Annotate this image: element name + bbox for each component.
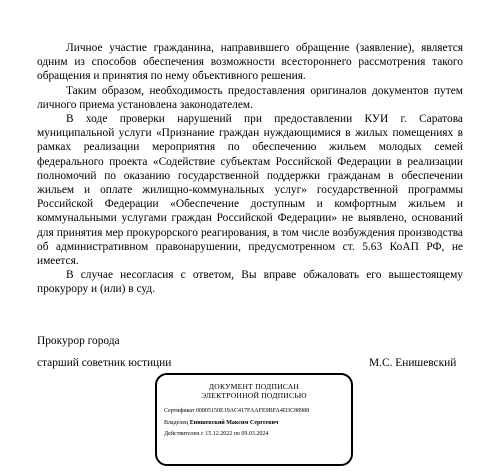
signatory-rank: старший советник юстиции	[37, 357, 172, 369]
signatory-name: М.С. Енишевский	[369, 357, 457, 369]
stamp-validity-row	[164, 431, 268, 438]
stamp-owner-row	[164, 420, 278, 427]
stamp-validity-label: Действителен	[164, 431, 200, 437]
stamp-certificate-value: 00805150E19AC417FAAFE9BFA4D3C88988	[196, 408, 310, 414]
stamp-heading-line1: ДОКУМЕНТ ПОДПИСАН	[208, 382, 300, 391]
stamp-owner-value: Енишевский Максим Сергеевич	[189, 420, 279, 426]
signatory-title: Прокурор города	[37, 335, 120, 347]
stamp-certificate-label: Сертификат	[164, 408, 195, 414]
stamp-heading-line2: ЭЛЕКТРОННОЙ ПОДПИСЬЮ	[201, 391, 307, 400]
letter-body	[37, 41, 463, 297]
paragraph-appeal-right: В случае несогласия с ответом, Вы вправе обжаловать его вышестоящему прокурору и (или) в суд.	[37, 269, 463, 296]
stamp-validity-value: с 15.12.2022 по 09.03.2024	[201, 431, 269, 437]
electronic-signature-stamp	[155, 373, 353, 466]
paragraph-inspection-result: В ходе проверки нарушений при предоставлении КУИ г. Саратова муниципальной услуги «Признание граждан нуждающимися в жилых помещениях в рамках реализации мероприятия по обеспечению жильем молодых семей федерального проекта «Содействие субъектам Российской Федерации в реализации полномочий по оказанию государственной поддержки гражданам в обеспечении жильем и оплате жилищно-коммунальных услуг» государственной программы Российской Федерации «Обеспечение доступным и комфортным жильем и коммунальными услугами граждан Российской Федерации» не выявлено, оснований для принятия мер прокурорского реагирования, в том числе возбуждения производства об административном правонарушении, предусмотренном ст. 5.63 КоАП РФ, не имеется.	[37, 113, 463, 268]
paragraph-originals-required: Таким образом, необходимость предоставления оригиналов документов путем личного приема установлена законодателем.	[37, 84, 463, 111]
paragraph-personal-participation: Личное участие гражданина, направившего обращение (заявление), является одним из способов обеспечения возможности всестороннего рассмотрения такого обращения и принятия по нему объективного решения.	[37, 42, 463, 83]
stamp-certificate-row	[164, 408, 309, 415]
stamp-owner-label: Владелец	[164, 420, 189, 426]
